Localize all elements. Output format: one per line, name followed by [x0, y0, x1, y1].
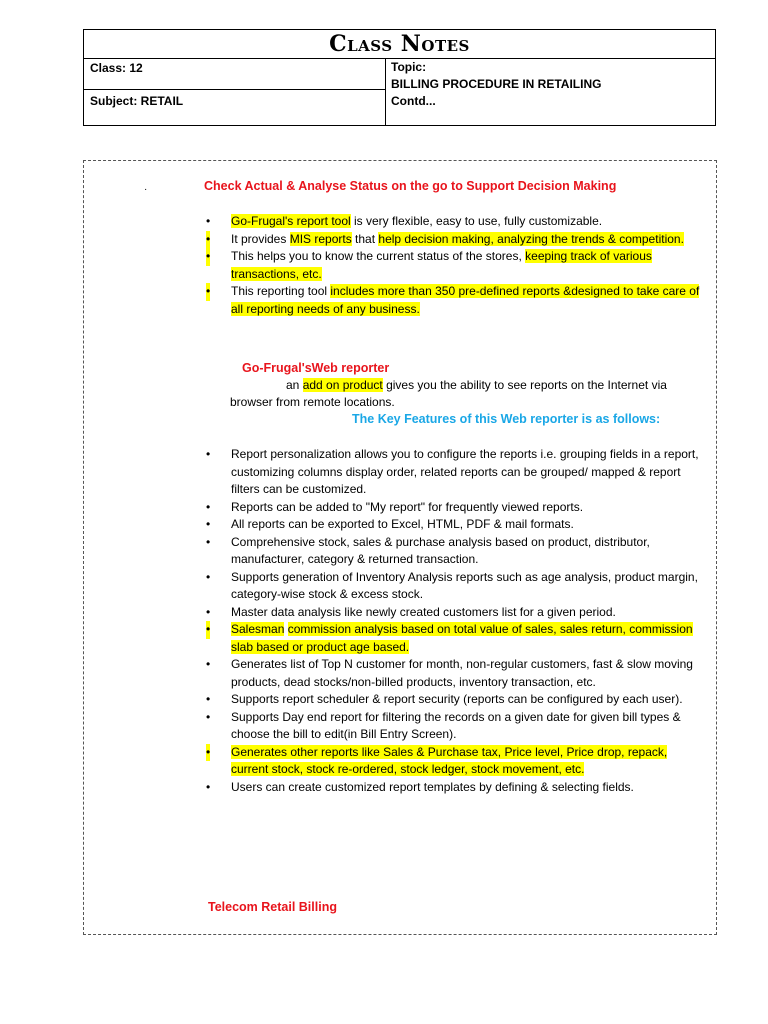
item-text: Users can create customized report templates by defining & selecting fields.: [231, 779, 634, 794]
bullet-icon: •: [206, 248, 210, 266]
bullet-icon: •: [206, 231, 210, 249]
item-text: that: [351, 231, 379, 246]
topic-label: Topic:: [391, 60, 427, 74]
list-item: [202, 621, 702, 656]
header-left-column: [84, 58, 386, 125]
item-text: All reports can be exported to Excel, HTML, PDF & mail formats.: [231, 517, 574, 531]
page-title: Class Notes: [84, 30, 715, 59]
highlight-text: Salesman: [231, 622, 285, 636]
bullet-icon: •: [206, 604, 211, 619]
topic-contd: Contd...: [391, 94, 436, 108]
bullet-icon: •: [206, 283, 210, 301]
highlight-text: Generates other reports like Sales & Purchase tax, Price level, Price drop, repack, current stock, stock re-ordered, stock ledger, stock movement, etc.: [231, 744, 668, 776]
list-item: [202, 248, 702, 283]
notes-content-box: [83, 160, 717, 935]
item-text: It provides: [231, 231, 290, 246]
bullet-icon: •: [206, 744, 210, 762]
highlight-text: includes more than 350 pre-defined reports &designed to take care of all reporting needs of any business.: [231, 284, 700, 316]
key-features-heading: The Key Features of this Web reporter is as follows:: [352, 412, 661, 426]
highlight-text: commission analysis based on total value of sales, sales return, commission slab based or product age based.: [231, 622, 693, 654]
section-heading-web-reporter: Go-Frugal'sWeb reporter: [242, 361, 390, 375]
list-item: [202, 213, 702, 231]
web-reporter-paragraph-line2: browser from remote locations.: [230, 395, 395, 409]
bullet-icon: •: [206, 657, 211, 671]
header-topic-column: [391, 58, 711, 110]
list-item: [202, 446, 702, 499]
list-item: [202, 779, 702, 797]
item-text: Master data analysis like newly created customers list for a given period.: [231, 604, 616, 619]
list-item: [202, 656, 702, 691]
list-item: [202, 744, 702, 779]
web-reporter-paragraph: [230, 377, 700, 395]
list-item: [202, 604, 702, 622]
list-item: [202, 231, 702, 249]
bullet-icon: •: [206, 447, 211, 461]
section-heading-telecom: Telecom Retail Billing: [208, 900, 337, 914]
bullet-icon: •: [206, 692, 211, 706]
class-label: Class: 12: [84, 58, 385, 90]
list-item: [202, 569, 702, 604]
paragraph-text: an: [286, 378, 303, 392]
item-text: Supports report scheduler & report security (reports can be configured by each user).: [231, 692, 683, 706]
bullet-icon: •: [206, 517, 211, 531]
item-text: Generates list of Top N customer for month, non-regular customers, fast & slow moving products, dead stocks/non-billed products, inventory transaction, etc.: [231, 657, 693, 689]
class-notes-header: [83, 29, 716, 126]
item-text: Supports Day end report for filtering the records on a given date for given bill types & choose the bill to edit(in Bill Entry Screen).: [231, 709, 681, 741]
bullet-icon: •: [206, 214, 211, 228]
bullet-icon: •: [206, 534, 211, 549]
highlight-text: help decision making, analyzing the trends & competition.: [378, 231, 684, 246]
item-text: Report personalization allows you to configure the reports i.e. grouping fields in a report, customizing columns display order, related reports can be grouped/ mapped & report filters can be customized.: [231, 447, 699, 496]
highlight-text: Go-Frugal's report tool: [231, 214, 351, 228]
item-text: This reporting tool: [231, 284, 331, 298]
list-item: [202, 516, 702, 534]
bullet-icon: •: [206, 779, 211, 794]
highlight-text: MIS reports: [289, 231, 352, 246]
list-item: [202, 691, 702, 709]
item-text: Supports generation of Inventory Analysis reports such as age analysis, product margin, category-wise stock & excess stock.: [231, 569, 698, 601]
key-features-list: [202, 446, 702, 796]
highlight-text: keeping track of various transactions, etc.: [231, 249, 652, 281]
section-heading-check-actual: Check Actual & Analyse Status on the go to Support Decision Making: [204, 179, 617, 193]
subject-label: Subject: RETAIL: [90, 94, 184, 108]
paragraph-text: gives you the ability to see reports on the Internet via: [382, 378, 667, 392]
list-item: [202, 499, 702, 517]
topic-text: BILLING PROCEDURE IN RETAILING: [391, 77, 602, 91]
list-item: [202, 534, 702, 569]
item-text: This helps you to know the current status of the stores,: [231, 249, 526, 263]
item-text: Reports can be added to "My report" for frequently viewed reports.: [231, 499, 584, 514]
report-tool-list: [202, 213, 702, 318]
bullet-icon: •: [206, 569, 211, 584]
highlight-text: add on product: [302, 378, 383, 392]
item-text: is very flexible, easy to use, fully customizable.: [350, 214, 603, 228]
list-item: [202, 709, 702, 744]
list-item: [202, 283, 702, 318]
bullet-icon: •: [206, 499, 211, 514]
item-text: Comprehensive stock, sales & purchase analysis based on product, distributor, manufacturer, category & returned transaction.: [231, 534, 650, 566]
bullet-icon: •: [206, 621, 210, 639]
stray-dot: ·: [144, 184, 148, 195]
bullet-icon: •: [206, 709, 211, 724]
